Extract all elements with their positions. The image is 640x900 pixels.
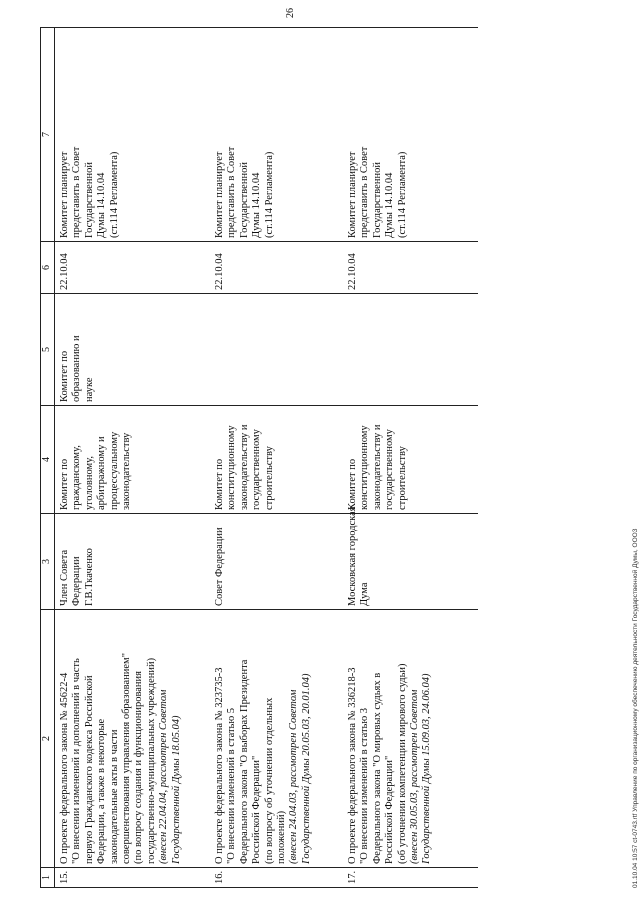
table-row (55, 28, 211, 888)
agenda-table (40, 27, 478, 888)
bill-title-line: положений) (276, 810, 288, 864)
column-header: 1 (41, 868, 55, 888)
committee-line: государственному (384, 429, 396, 510)
review-date: 22.10.04 (343, 242, 478, 294)
author-line: Федерации (71, 556, 83, 606)
bill-note-line: Государственной Думы 18.05.04) (170, 715, 182, 864)
committee-line: гражданскому, (71, 445, 83, 510)
bill-title (210, 610, 343, 868)
committee-line: государственному (251, 429, 263, 510)
plan-line: Государственной (371, 162, 383, 238)
rotated-page (40, 8, 639, 888)
plan-line: Думы 14.10.04 (96, 172, 108, 238)
responsible-committee (210, 406, 343, 514)
plan-note (210, 28, 343, 242)
committee-line: строительству (396, 446, 408, 510)
co-executor-committee (210, 294, 343, 406)
bill-title-line: "О внесении изменений и дополнений в часть (71, 658, 83, 864)
bill-note-line: (внесен 30.05.03, рассмотрен Советом (409, 689, 421, 864)
plan-line: Думы 14.10.04 (251, 172, 263, 238)
author-line: Член Совета (59, 549, 70, 606)
coexec-line: науке (83, 377, 95, 402)
bill-title-line: законодательные акты в части (108, 729, 120, 864)
bill-title-line: Федерального закона "О мировых судьях в (371, 672, 383, 864)
committee-line: строительству (263, 446, 275, 510)
bill-note-line: Государственной Думы 20.05.03, 20.01.04) (300, 673, 312, 864)
bill-title-line: "О внесении изменений в статью 3 (359, 707, 371, 864)
column-header: 3 (41, 514, 55, 610)
plan-note (343, 28, 478, 242)
bill-title-line: (по вопросу создания и функционирования (133, 671, 145, 864)
plan-line: (ст.114 Регламента) (396, 151, 408, 238)
bill-author (210, 514, 343, 610)
bill-title-line: Федерального закона "О выборах Президента (238, 659, 250, 864)
bill-note-line: Государственной Думы 15.09.03, 24.06.04) (421, 673, 433, 864)
row-number: 17. (343, 868, 478, 888)
responsible-committee (55, 406, 211, 514)
bill-title-line: О проекте федерального закона № 323735-3 (214, 667, 225, 864)
plan-line: Думы 14.10.04 (384, 172, 396, 238)
bill-title-line: О проекте федерального закона № 45622-4 (59, 672, 70, 864)
coexec-line: образованию и (71, 335, 83, 402)
committee-line: процессуальному (108, 431, 120, 510)
author-line: Московская городская (347, 506, 358, 606)
bill-title-line: государственно-муниципальных учреждений) (145, 657, 157, 864)
plan-line: Комитет планирует (214, 151, 225, 238)
plan-line: представить в Совет (359, 146, 371, 238)
bill-author (55, 514, 211, 610)
committee-line: Комитет по (59, 458, 70, 510)
bill-title-line: О проекте федерального закона № 336218-3 (347, 667, 358, 864)
bill-title (55, 610, 211, 868)
review-date: 22.10.04 (210, 242, 343, 294)
coexec-line: Комитет по (59, 350, 70, 402)
bill-title-line: совершенствования управления образованием" (121, 653, 133, 864)
bill-title-line: "О внесении изменений в статью 5 (226, 707, 238, 864)
bill-note-line: (внесен 24.04.03, рассмотрен Советом (288, 689, 300, 864)
plan-line: (ст.114 Регламента) (263, 151, 275, 238)
row-number: 15. (55, 868, 211, 888)
row-number: 16. (210, 868, 343, 888)
committee-line: конституционному (359, 425, 371, 510)
bill-title-line: первую Гражданского кодекса Российской (83, 675, 95, 864)
plan-line: Государственной (83, 162, 95, 238)
page-number: 26 (285, 8, 296, 18)
plan-line: Государственной (238, 162, 250, 238)
committee-line: законодательству (121, 432, 133, 510)
committee-line: Комитет по (214, 458, 225, 510)
committee-line: Комитет по (347, 458, 358, 510)
bill-title-line: (об уточнении компетенции мирового судьи) (396, 663, 408, 864)
bill-title-line: Федерации, а также в некоторые (96, 718, 108, 864)
bill-title (343, 610, 478, 868)
responsible-committee (343, 406, 478, 514)
bill-author (343, 506, 478, 610)
bill-note-line: (внесен 22.04.04, рассмотрен Советом (158, 689, 170, 864)
column-header: 5 (41, 294, 55, 406)
column-header: 6 (41, 242, 55, 294)
document-footer: 01.10.04 10:57 ct-0743.rtf Управление по организационному обеспечению деятельности Государственной Думы, ООО3 (632, 528, 639, 888)
column-header: 7 (41, 28, 55, 242)
committee-line: законодательству и (238, 424, 250, 510)
plan-line: (ст.114 Регламента) (108, 151, 120, 238)
bill-title-line: Российской Федерации" (251, 755, 263, 864)
plan-line: Комитет планирует (347, 151, 358, 238)
plan-line: Комитет планирует (59, 151, 70, 238)
committee-line: законодательству и (371, 424, 383, 510)
committee-line: уголовному, (83, 456, 95, 510)
plan-line: представить в Совет (71, 146, 83, 238)
table-header-row (41, 28, 55, 888)
table-row (343, 28, 478, 888)
column-header: 4 (41, 406, 55, 514)
table-row (210, 28, 343, 888)
column-header: 2 (41, 610, 55, 868)
committee-line: арбитражному и (96, 436, 108, 510)
co-executor-committee (343, 294, 478, 406)
author-line: Совет Федерации (214, 527, 225, 606)
author-line: Дума (359, 582, 371, 606)
co-executor-committee (55, 294, 211, 406)
plan-line: представить в Совет (226, 146, 238, 238)
plan-note (55, 28, 211, 242)
bill-title-line: Российской Федерации" (384, 755, 396, 864)
review-date: 22.10.04 (55, 242, 211, 294)
author-line: Г.В.Ткаченко (83, 548, 95, 606)
committee-line: конституционному (226, 425, 238, 510)
bill-title-line: (по вопросу об уточнении отдельных (263, 697, 275, 864)
